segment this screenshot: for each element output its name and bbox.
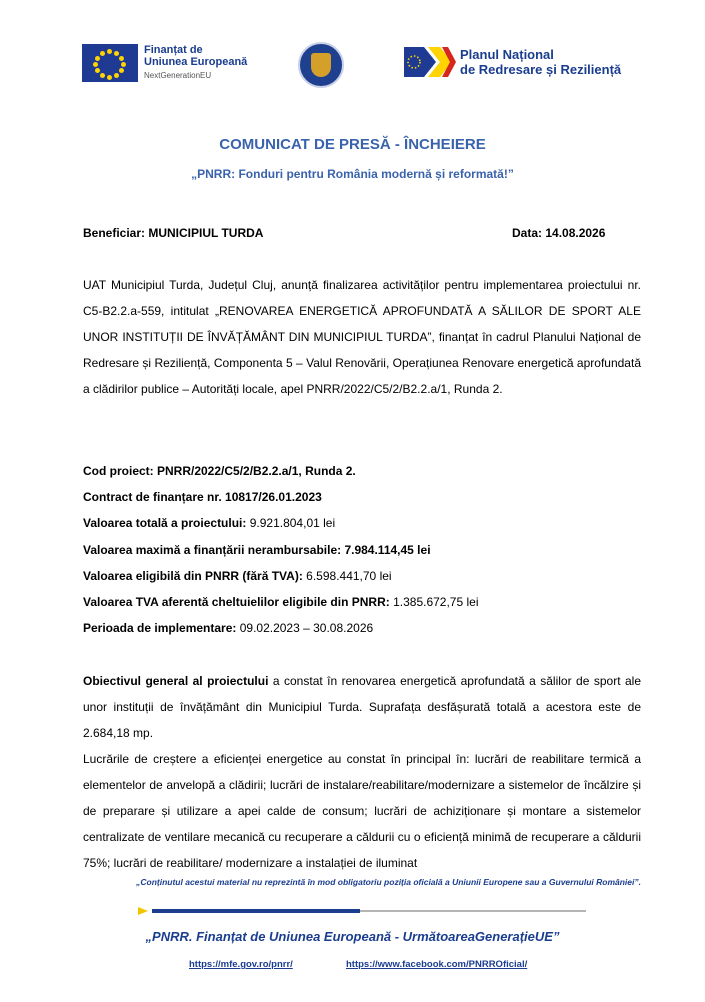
project-code: Cod proiect: PNRR/2022/C5/2/B2.2.a/1, Runda 2. [83,464,356,478]
eu-logo-line1: Finanțat de [144,44,203,56]
footer-divider [138,909,586,913]
eu-funding-logo [82,44,247,82]
max-nonrefundable-value: Valoarea maximă a finanțării nerambursabile: 7.984.114,45 lei [83,542,431,557]
objective-paragraph [83,668,641,746]
eu-logo-line2: Uniunea Europeană [144,56,248,68]
document-date: Data: 14.08.2026 [512,226,606,240]
project-details [83,458,479,641]
mfe-pnrr-link[interactable]: https://mfe.gov.ro/pnrr/ [189,959,293,970]
beneficiary: Beneficiar: MUNICIPIUL TURDA [83,226,264,240]
pnrr-logo-line2: de Redresare și Reziliență [460,62,622,77]
eligible-value: Valoarea eligibilă din PNRR (fără TVA): 6.598.441,70 lei [83,568,392,583]
pnrr-flag-arrows-icon [404,47,456,77]
eu-flag-icon [82,44,138,82]
footer-slogan: „PNRR. Finanțat de Uniunea Europeană - UrmătoareaGenerațieUE” [145,929,560,944]
romanian-government-seal-icon [298,42,344,88]
document-title: COMUNICAT DE PRESĂ - ÎNCHEIERE [219,136,486,153]
disclaimer: „Conținutul acestui material nu reprezintă în mod obligatoriu poziția oficială a Uniunii Europene sau a Guvernului României”. [136,877,641,887]
vat-value: Valoarea TVA aferentă cheltuielilor eligibile din PNRR: 1.385.672,75 lei [83,595,479,610]
total-value: Valoarea totală a proiectului: 9.921.804,01 lei [83,516,336,531]
financing-contract: Contract de finanțare nr. 10817/26.01.2023 [83,490,322,505]
document-subtitle: „PNRR: Fonduri pentru România modernă și reformată!” [191,167,514,181]
objective-text: a constat în renovarea energetică aprofundată a sălilor de sport ale unor instituții de învățământ din Municipiul Turda. Suprafața desfășurată totală a acestora este de 2.684,18 mp. [83,674,642,740]
pnrr-logo [404,47,621,77]
footer-arrow-icon [138,907,148,915]
intro-paragraph: UAT Municipiul Turda, Județul Cluj, anunță finalizarea activităților pentru implementarea proiectului nr. C5-B2.2.a-559, intitulat „RENOVAREA ENERGETICĂ APROFUNDATĂ A SĂLILOR DE SPORT ALE UNOR INSTITUȚII DE ÎNVĂȚĂMÂNT DIN MUNICIPIUL TURDA”, finanțat în cadrul Planului Național de Redresare și Reziliență, Componenta 5 – Valul Renovării, Operațiunea Renovare energetică aprofundată a clădirilor publice – Autorități locale, apel PNRR/2022/C5/2/B2.2.a/1, Runda 2. [83,278,641,396]
implementation-period: Perioada de implementare: 09.02.2023 – 30.08.2026 [83,621,374,636]
pnrr-logo-line1: Planul Național [460,47,554,62]
works-paragraph: Lucrările de creștere a eficienței energetice au constat în principal în: lucrări de reabilitare termică a elementelor de anvelopă a clădirii; lucrări de instalare/reabilitare/modernizare a sistemelor de încălzire și de preparare și utilizare a apei calde de consum; lucrări de achiziționare și montare a sistemelor centralizate de ventilare mecanică cu recuperare a căldurii cu o eficiență minimă de recuperare a căldurii 75%; lucrări de reabilitare/ modernizare a instalației de iluminat [83,752,641,870]
eu-logo-line3: NextGenerationEU [144,71,212,80]
facebook-pnrr-link[interactable]: https://www.facebook.com/PNRROficial/ [346,959,528,970]
objective-label: Obiectivul general al proiectului [83,674,269,688]
